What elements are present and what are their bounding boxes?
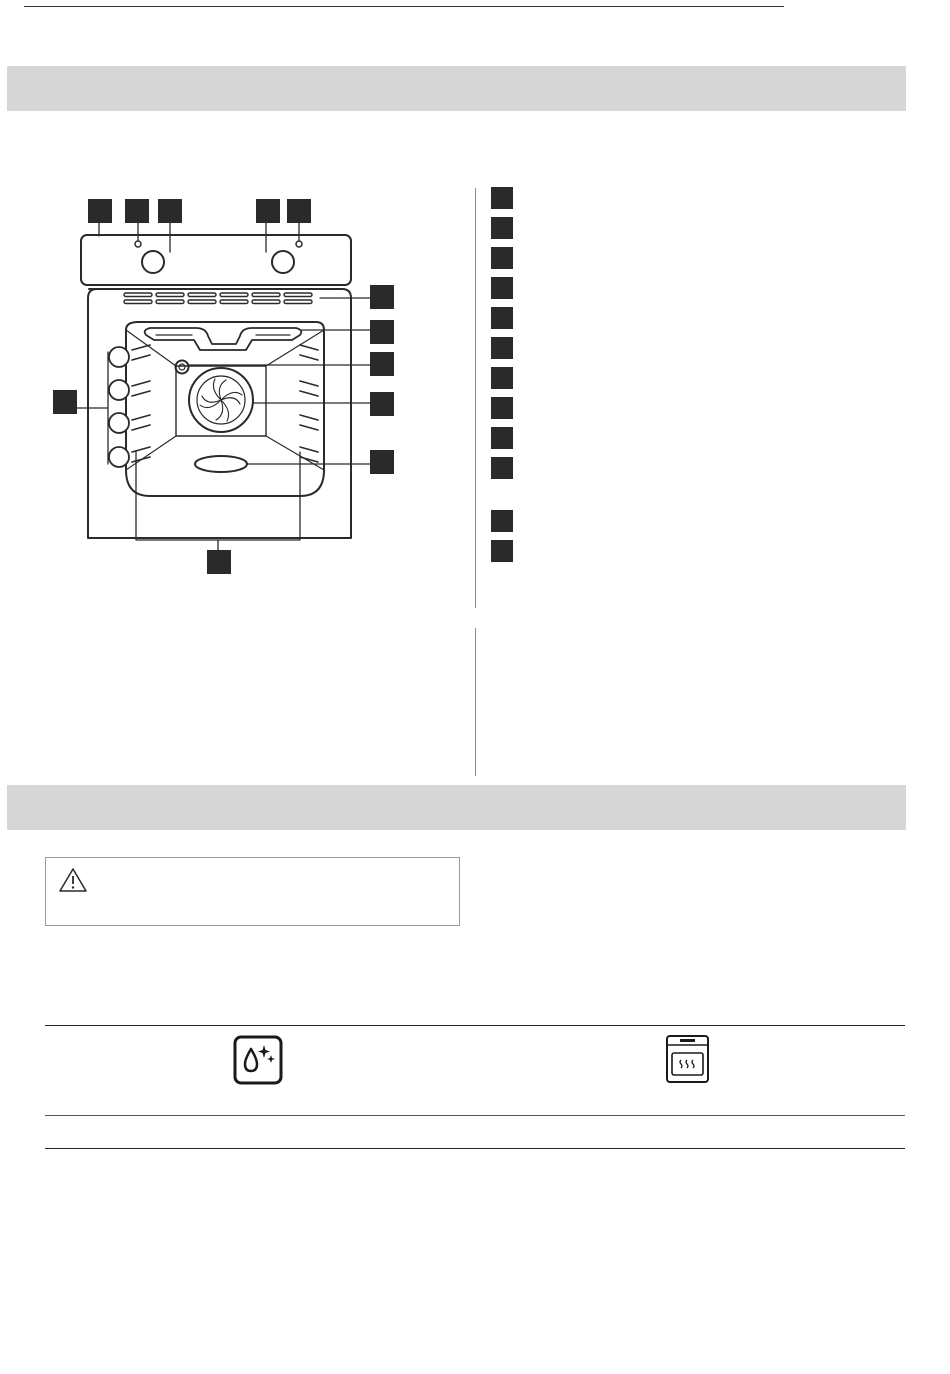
table-rule-middle bbox=[45, 1115, 905, 1116]
oven-diagram bbox=[20, 190, 440, 580]
table-rule-top bbox=[45, 1025, 905, 1026]
section-header-bar bbox=[7, 785, 906, 830]
shelf-supports-left bbox=[132, 345, 150, 462]
oven-heating-icon bbox=[665, 1034, 710, 1084]
warning-box bbox=[45, 857, 460, 926]
warning-triangle-icon bbox=[58, 866, 88, 894]
legend-item bbox=[491, 510, 513, 532]
control-panel bbox=[81, 235, 351, 285]
column-divider bbox=[475, 188, 476, 608]
oven-lamp bbox=[176, 361, 189, 374]
bottom-heater bbox=[195, 456, 247, 472]
legend-item bbox=[491, 337, 513, 359]
legend-item bbox=[491, 540, 513, 562]
heating-element bbox=[145, 328, 302, 350]
control-knob bbox=[272, 251, 294, 273]
legend-item bbox=[491, 367, 513, 389]
callout-markers bbox=[53, 199, 394, 574]
table-rule-bottom bbox=[45, 1148, 905, 1149]
legend-item bbox=[491, 457, 513, 479]
section-header-bar bbox=[7, 66, 906, 111]
legend-item bbox=[491, 277, 513, 299]
legend-item bbox=[491, 427, 513, 449]
fan-blades bbox=[200, 379, 242, 421]
legend-item bbox=[491, 217, 513, 239]
indicator-light bbox=[135, 241, 141, 247]
air-vents bbox=[124, 293, 312, 304]
legend-item bbox=[491, 247, 513, 269]
column-divider bbox=[475, 628, 476, 776]
indicator-light bbox=[296, 241, 302, 247]
control-knob bbox=[142, 251, 164, 273]
legend-item bbox=[491, 307, 513, 329]
parts-legend bbox=[491, 187, 891, 567]
legend-item bbox=[491, 397, 513, 419]
legend-item bbox=[491, 187, 513, 209]
water-drop-sparkle-icon bbox=[233, 1035, 283, 1085]
top-rule bbox=[24, 6, 784, 7]
